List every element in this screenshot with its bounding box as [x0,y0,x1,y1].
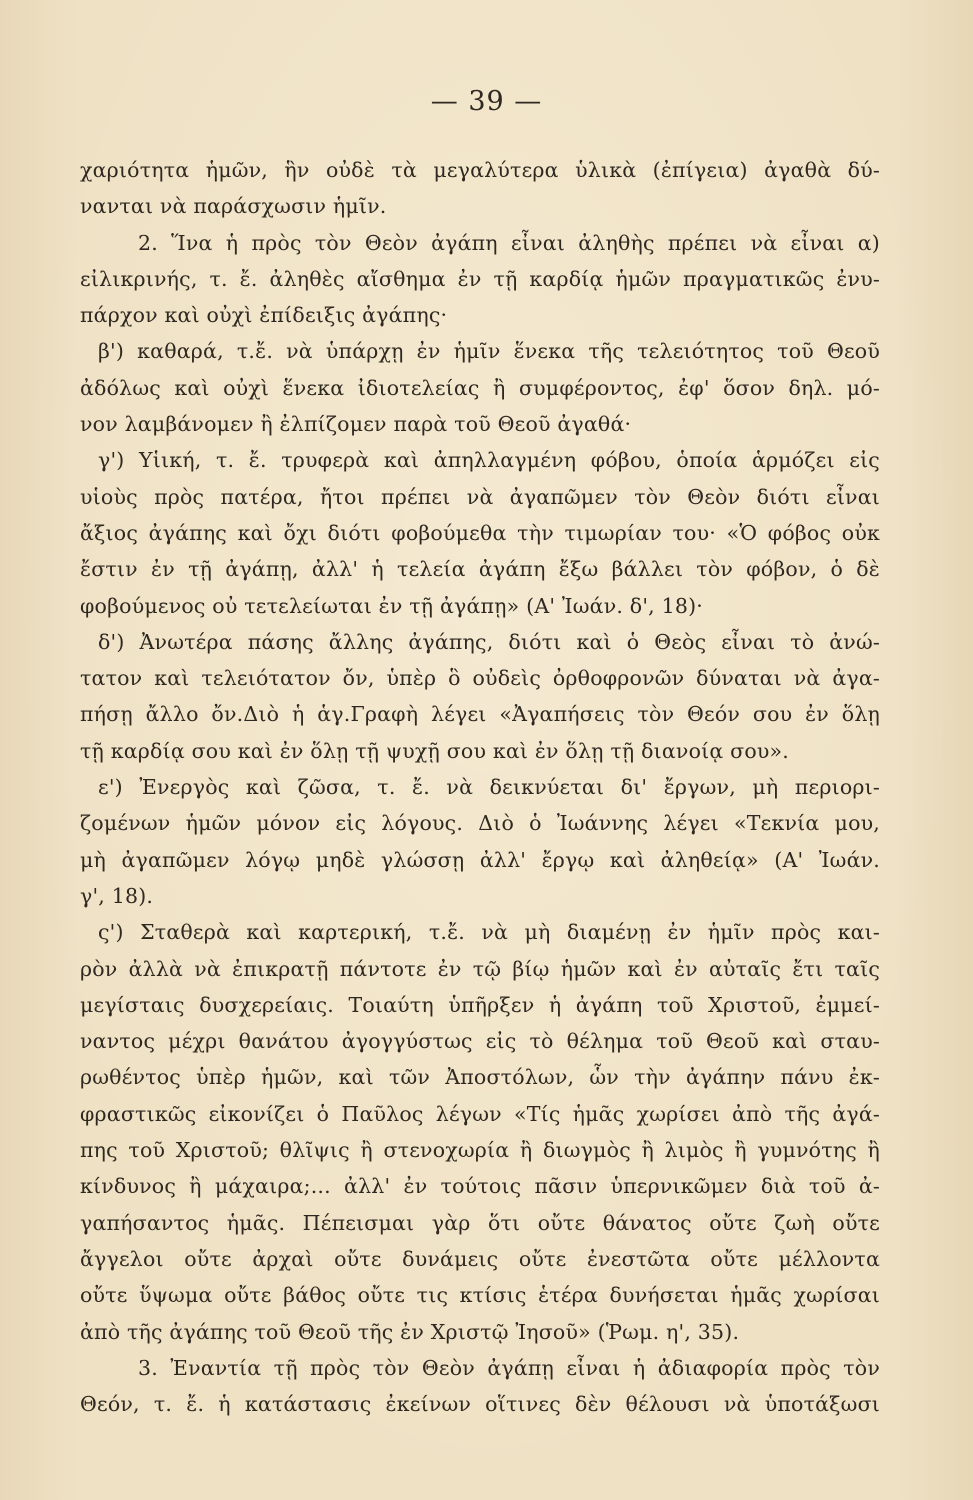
text-line: ρωθέντος ὑπὲρ ἡμῶν, καὶ τῶν Ἀποστόλων, ὧν τὴν ἀγάπην πάνυ ἐκ- [80,1065,880,1090]
text-line: γ', 18). [80,883,154,908]
text-line: γ') Υἱική, τ. ἔ. τρυφερὰ καὶ ἀπηλλαγμένη φόβου, ὁποία ἁρμόζει εἰς [98,448,880,473]
text-line: φοβούμενος οὐ τετελείωται ἐν τῇ ἀγάπῃ» (Α' Ἰωάν. δ', 18)· [80,593,704,618]
text-line: 3. Ἐναντία τῇ πρὸς τὸν Θεὸν ἀγάπῃ εἶναι ἡ ἀδιαφορία πρὸς τὸν [138,1355,880,1380]
text-line: ἔστιν ἐν τῇ ἀγάπῃ, ἀλλ' ἡ τελεία ἀγάπη ἔξω βάλλει τὸν φόβον, ὁ δὲ [80,557,880,582]
text-line: ἀπὸ τῆς ἀγάπης τοῦ Θεοῦ τῆς ἐν Χριστῷ Ἰησοῦ» (Ῥωμ. η', 35). [80,1319,740,1344]
text-line: ἄγγελοι οὔτε ἀρχαὶ οὔτε δυνάμεις οὔτε ἐνεστῶτα οὔτε μέλλοντα [80,1246,880,1271]
text-line: μὴ ἀγαπῶμεν λόγῳ μηδὲ γλώσσῃ ἀλλ' ἔργῳ καὶ ἀληθείᾳ» (Α' Ἰωάν. [80,847,880,872]
text-line: ναντος μέχρι θανάτου ἀγογγύστως εἰς τὸ θέλημα τοῦ Θεοῦ καὶ σταυ- [80,1029,880,1054]
text-line: τατον καὶ τελειότατον ὄν, ὑπὲρ ὃ οὐδεὶς ὀρθοφρονῶν δύναται νὰ ἀγα- [80,666,880,691]
text-line: ἄξιος ἀγάπης καὶ ὄχι διότι φοβούμεθα τὴν τιμωρίαν του· «Ὁ φόβος οὐκ [80,520,880,545]
page-number: — 39 — [430,86,543,117]
text-line: ς') Σταθερὰ καὶ καρτερική, τ.ἔ. νὰ μὴ διαμένῃ ἐν ἡμῖν πρὸς και- [98,920,880,945]
text-line: Θεόν, τ. ἔ. ἡ κατάστασις ἐκείνων οἵτινες δὲν θέλουσι νὰ ὑποτάξωσι [80,1392,880,1417]
text-line: φραστικῶς εἰκονίζει ὁ Παῦλος λέγων «Τίς ἡμᾶς χωρίσει ἀπὸ τῆς ἀγά- [80,1101,880,1126]
text-line: 2. Ἵνα ἡ πρὸς τὸν Θεὸν ἀγάπη εἶναι ἀληθὴς πρέπει νὰ εἶναι α) [138,230,880,255]
text-line: εἰλικρινής, τ. ἔ. ἀληθὲς αἴσθημα ἐν τῇ καρδίᾳ ἡμῶν πραγματικῶς ἐνυ- [80,266,880,291]
text-line: κίνδυνος ἢ μάχαιρα;... ἀλλ' ἐν τούτοις πᾶσιν ὑπερνικῶμεν διὰ τοῦ ἀ- [80,1174,880,1199]
text-line: ρὸν ἀλλὰ νὰ ἐπικρατῇ πάντοτε ἐν τῷ βίῳ ἡμῶν καὶ ἐν αὐταῖς ἔτι ταῖς [80,956,880,981]
text-line: γαπήσαντος ἡμᾶς. Πέπεισμαι γὰρ ὅτι οὔτε θάνατος οὔτε ζωὴ οὔτε [80,1210,880,1235]
text-line: νανται νὰ παράσχωσιν ἡμῖν. [80,194,387,219]
text-line: τῇ καρδίᾳ σου καὶ ἐν ὅλῃ τῇ ψυχῇ σου καὶ ἐν ὅλῃ τῇ διανοίᾳ σου». [80,738,789,763]
page-text [80,152,880,1422]
text-line: ἀδόλως καὶ οὐχὶ ἕνεκα ἰδιοτελείας ἢ συμφέροντος, ἐφ' ὅσον δηλ. μό- [80,375,880,400]
text-line: β') καθαρά, τ.ἔ. νὰ ὑπάρχῃ ἐν ἡμῖν ἕνεκα τῆς τελειότητος τοῦ Θεοῦ [98,339,880,364]
text-line: οὔτε ὕψωμα οὔτε βάθος οὔτε τις κτίσις ἑτέρα δυνήσεται ἡμᾶς χωρίσαι [80,1283,880,1308]
text-line: δ') Ἀνωτέρα πάσης ἄλλης ἀγάπης, διότι καὶ ὁ Θεὸς εἶναι τὸ ἀνώ- [98,629,880,654]
text-line: υἱοὺς πρὸς πατέρα, ἤτοι πρέπει νὰ ἀγαπῶμεν τὸν Θεὸν διότι εἶναι [80,484,880,509]
text-line: νον λαμβάνομεν ἢ ἐλπίζομεν παρὰ τοῦ Θεοῦ ἀγαθά· [80,412,632,437]
text-line: ε') Ἐνεργὸς καὶ ζῶσα, τ. ἔ. νὰ δεικνύεται δι' ἔργων, μὴ περιορι- [98,775,880,800]
text-line: ζομένων ἡμῶν μόνον εἰς λόγους. Διὸ ὁ Ἰωάννης λέγει «Τεκνία μου, [80,811,880,836]
text-line: χαριότητα ἡμῶν, ἣν οὐδὲ τὰ μεγαλύτερα ὑλικὰ (ἐπίγεια) ἀγαθὰ δύ- [80,158,880,182]
text-line: μεγίσταις δυσχερείαις. Τοιαύτη ὑπῆρξεν ἡ ἀγάπη τοῦ Χριστοῦ, ἐμμεί- [80,992,880,1017]
text-line: πης τοῦ Χριστοῦ; θλῖψις ἢ στενοχωρία ἢ διωγμὸς ἢ λιμὸς ἢ γυμνότης ἢ [80,1138,880,1163]
text-line: πήσῃ ἄλλο ὄν.Διὸ ἡ ἁγ.Γραφὴ λέγει «Ἀγαπήσεις τὸν Θεόν σου ἐν ὅλῃ [80,702,880,727]
text-line: πάρχον καὶ οὐχὶ ἐπίδειξις ἀγάπης· [80,303,448,328]
